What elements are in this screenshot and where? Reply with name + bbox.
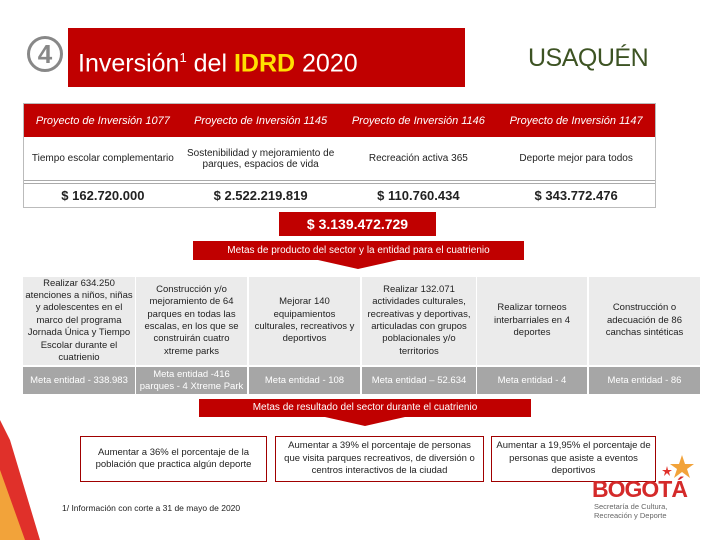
- product-goal: Realizar 634.250 atenciones a niños, niñas y adolescentes en el marco del programa Jornada Única y Tiempo Escolar durante el cuatrienio: [23, 277, 135, 365]
- project-desc: Deporte mejor para todos: [519, 153, 633, 164]
- project-name: Proyecto de Inversión 1145: [194, 114, 328, 127]
- project-name: Proyecto de Inversión 1077: [35, 114, 170, 127]
- result-goal: Aumentar a 36% el porcentaje de la población que practica algún deporte: [80, 436, 267, 482]
- project-amount: $ 2.522.219.819: [213, 188, 308, 203]
- project-amount: $ 162.720.000: [61, 188, 145, 203]
- product-goal: Construcción o adecuación de 86 canchas sintéticas: [589, 277, 700, 365]
- arrow-down-icon: [325, 417, 405, 426]
- entity-goal: Meta entidad - 338.983: [23, 367, 135, 394]
- result-goals-title: Metas de resultado del sector durante el cuatrienio: [199, 399, 531, 417]
- result-goal: Aumentar a 39% el porcentaje de personas que visita parques recreativos, de diversión o centros interactivos de la ciudad: [275, 436, 484, 482]
- product-goal: Realizar 132.071 actividades culturales, recreativas y deportivas, articuladas con grupos poblacionales y/o territorios: [362, 277, 476, 365]
- result-goal: Aumentar a 19,95% el porcentaje de personas que asiste a eventos deportivos: [491, 436, 656, 482]
- entity-goal: Meta entidad - 86: [589, 367, 700, 394]
- product-goal: Mejorar 140 equipamientos culturales, recreativos y deportivos: [249, 277, 360, 365]
- product-goal: Construcción y/o mejoramiento de 64 parques en todas las escalas, en los que se construirán cuatro xtreme parks: [136, 277, 247, 365]
- product-goal: Realizar torneos interbarriales en 4 deportes: [477, 277, 587, 365]
- entity-goal: Meta entidad - 4: [477, 367, 587, 394]
- project-desc: Recreación activa 365: [368, 153, 468, 164]
- project-amount: $ 343.772.476: [534, 188, 618, 203]
- section-number-badge: 4: [27, 36, 63, 72]
- arrow-down-icon: [318, 260, 398, 269]
- decorative-stripes: [0, 420, 60, 540]
- project-name: Proyecto de Inversión 1147: [509, 114, 643, 127]
- total-amount: $ 3.139.472.729: [279, 212, 436, 236]
- entity-goal: Meta entidad – 52.634: [362, 367, 476, 394]
- entity-goal: Meta entidad -416 parques - 4 Xtreme Park: [136, 367, 247, 394]
- footnote: 1/ Información con corte a 31 de mayo de 2020: [62, 503, 241, 513]
- investment-table: [23, 103, 656, 208]
- location-title: USAQUÉN: [528, 44, 649, 72]
- page-title: Inversión$^1$ del IDRD 2020: [68, 28, 465, 87]
- bogota-logo: BOGOTÁ Secretaría de Cultura, Recreación y Deporte: [592, 452, 702, 532]
- project-name: Proyecto de Inversión 1146: [351, 114, 485, 127]
- project-amount: $ 110.760.434: [377, 188, 460, 203]
- project-desc: Sostenibilidad y mejoramiento de parques, espacios de vida: [186, 147, 335, 170]
- entity-goal: Meta entidad - 108: [249, 367, 360, 394]
- product-goals-title: Metas de producto del sector y la entidad para el cuatrienio: [193, 241, 524, 260]
- project-desc: Tiempo escolar complementario: [31, 153, 174, 164]
